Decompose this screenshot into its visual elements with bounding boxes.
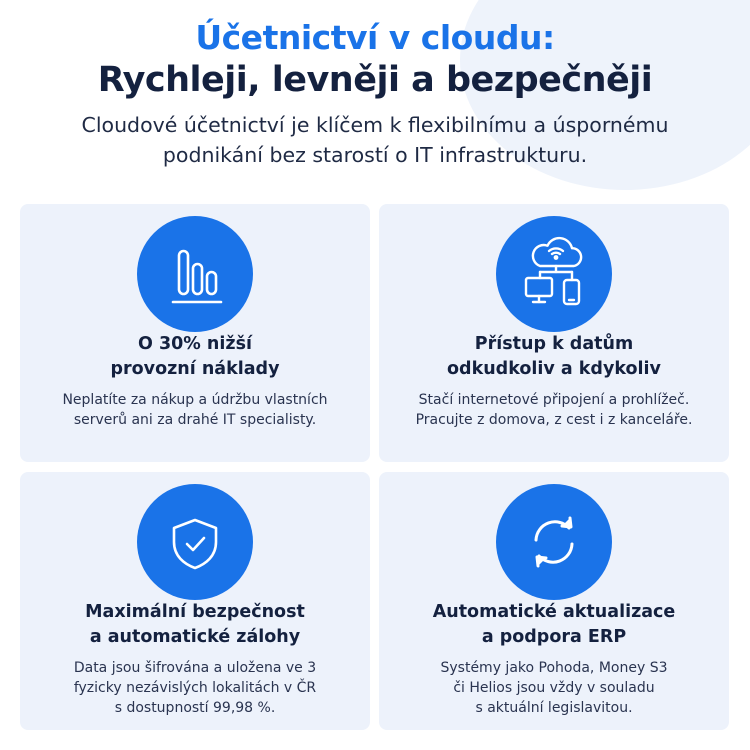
- card-text-line3: s dostupností 99,98 %.: [114, 700, 276, 716]
- card-text-line3: s aktuální legislavitou.: [475, 700, 633, 716]
- feature-card-cost: [20, 204, 370, 462]
- card-text-line1: Stačí internetové připojení a prohlížeč.: [418, 392, 690, 408]
- card-text-line2: či Helios jsou vždy v souladu: [453, 680, 655, 696]
- card-title-line1: O 30% nižší: [137, 334, 252, 354]
- card-title-line1: Automatické aktualizace: [432, 602, 676, 622]
- page-subtitle: [25, 110, 725, 170]
- cloud-devices-icon: [496, 216, 612, 332]
- card-title: [20, 600, 370, 650]
- card-title: [20, 332, 370, 382]
- subtitle-line2: podnikání bez starostí o IT infrastrukturu.: [162, 143, 588, 167]
- shield-check-icon: [137, 484, 253, 600]
- card-title-line1: Přístup k datům: [474, 334, 634, 354]
- card-text-line1: Neplatíte za nákup a údržbu vlastních: [62, 392, 328, 408]
- page-title-line1: Účetnictví v cloudu:: [195, 18, 555, 57]
- card-text-line1: Systémy jako Pohoda, Money S3: [440, 660, 668, 676]
- card-text-line2: serverů ani za drahé IT specialisty.: [73, 412, 317, 428]
- card-title: [379, 600, 729, 650]
- refresh-icon: [496, 484, 612, 600]
- subtitle-line1: Cloudové účetnictví je klíčem k flexibilnímu a úspornému: [81, 113, 669, 137]
- card-title-line2: a automatické zálohy: [89, 627, 301, 647]
- card-description: [389, 658, 719, 718]
- card-text-line1: Data jsou šifrována a uložena ve 3: [73, 660, 317, 676]
- card-title-line1: Maximální bezpečnost: [85, 602, 305, 622]
- feature-card-updates: [379, 472, 729, 730]
- card-text-line2: fyzicky nezávislých lokalitách v ČR: [73, 680, 317, 696]
- header: [0, 18, 750, 170]
- card-description: [389, 390, 719, 430]
- card-description: [30, 658, 360, 718]
- bar-chart-icon: [137, 216, 253, 332]
- card-title: [379, 332, 729, 382]
- card-title-line2: odkudkoliv a kdykoliv: [447, 359, 661, 379]
- page-title-line2: Rychleji, levněji a bezpečněji: [97, 60, 653, 100]
- card-description: [30, 390, 360, 430]
- feature-card-access: [379, 204, 729, 462]
- feature-card-security: [20, 472, 370, 730]
- card-text-line2: Pracujte z domova, z cest i z kanceláře.: [415, 412, 693, 428]
- card-title-line2: provozní náklady: [110, 359, 280, 379]
- card-title-line2: a podpora ERP: [481, 627, 627, 647]
